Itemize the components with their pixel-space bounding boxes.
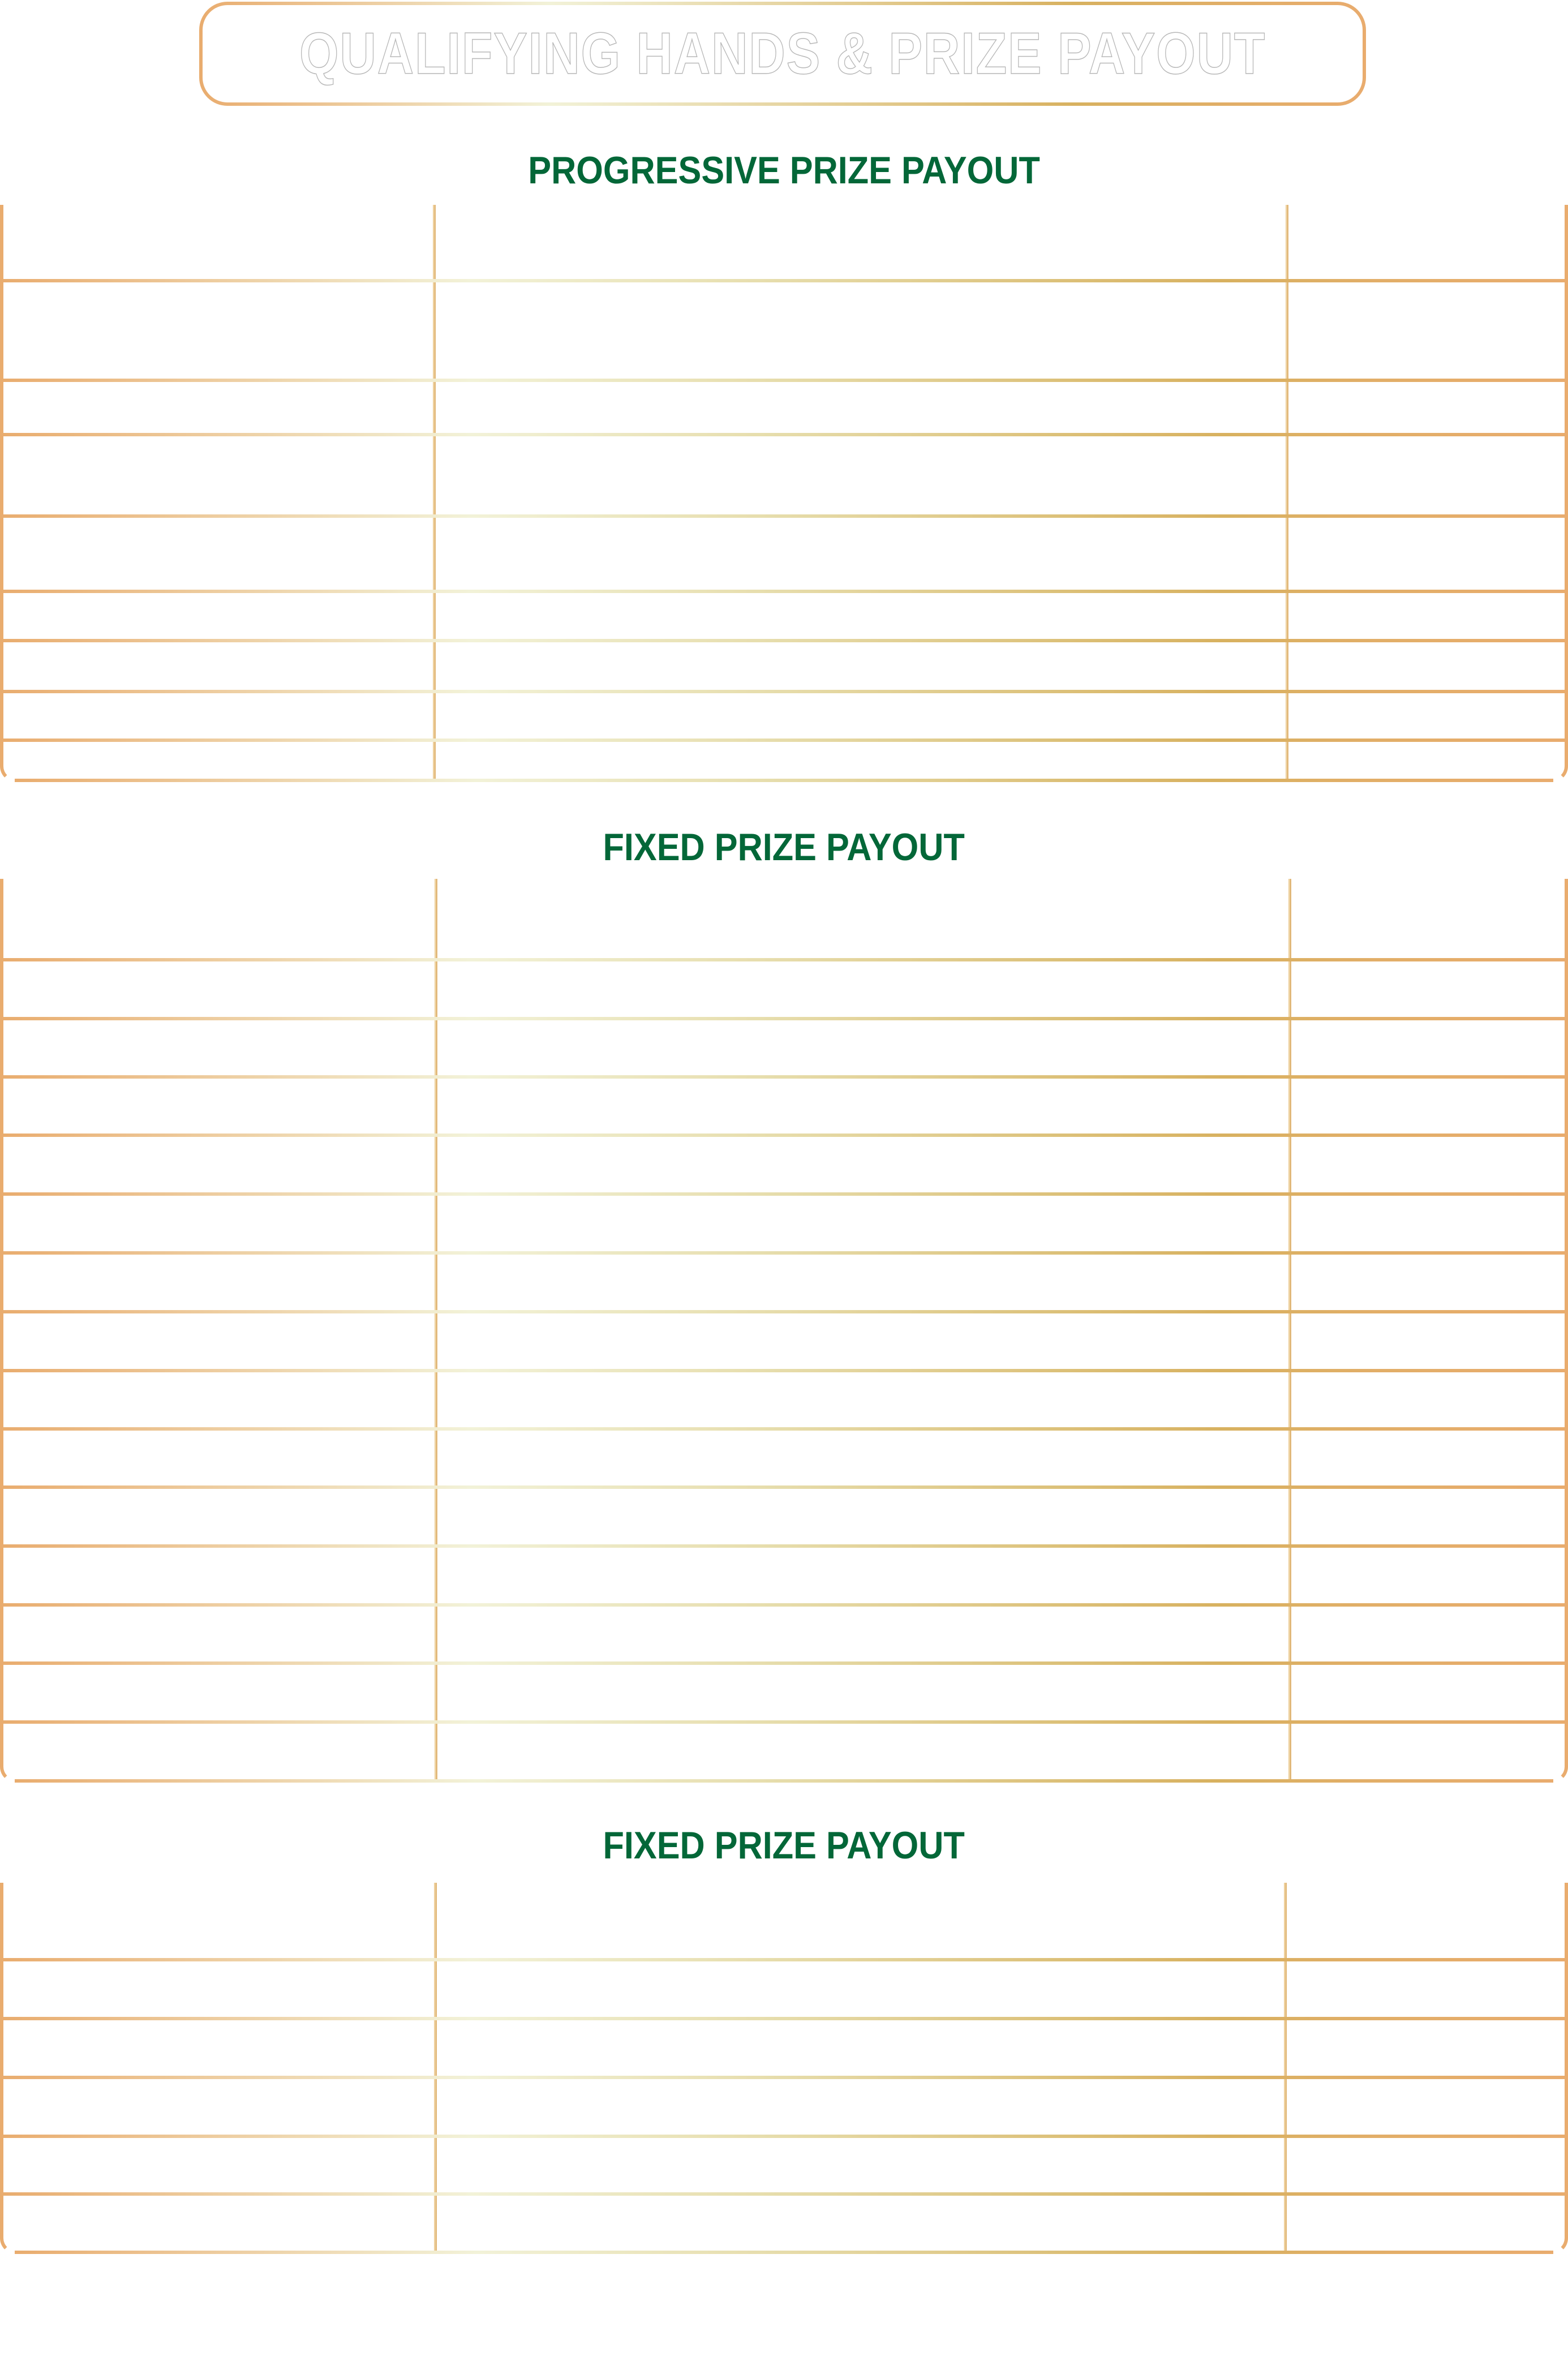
table-cell[interactable] (436, 642, 1285, 690)
table-cell[interactable] (437, 1020, 1288, 1075)
table-cell[interactable] (3, 1431, 434, 1485)
title-banner (199, 2, 1366, 106)
table-cell[interactable] (437, 1313, 1288, 1369)
table-cell[interactable] (1287, 1961, 1561, 2017)
table-cell[interactable] (1288, 518, 1561, 590)
table-cell[interactable] (437, 1961, 1283, 2017)
table-cell[interactable] (3, 1489, 434, 1544)
table-cell[interactable] (1288, 282, 1561, 379)
table-cell[interactable] (3, 2138, 433, 2192)
table-cell[interactable] (3, 642, 432, 690)
table-cell[interactable] (1288, 382, 1561, 433)
table-cell[interactable] (436, 518, 1285, 590)
table-cell[interactable] (1291, 1137, 1561, 1192)
table-cell[interactable] (437, 1724, 1288, 1781)
table-cell[interactable] (1288, 593, 1561, 639)
table-cell[interactable] (436, 382, 1285, 433)
fixed-prize-table-1 (0, 879, 1568, 1783)
table-cell[interactable] (1291, 1313, 1561, 1369)
section-heading-progressive (0, 148, 1568, 192)
table-right-border (1565, 1883, 1568, 2237)
table-cell[interactable] (437, 881, 1288, 958)
table-cell[interactable] (1291, 1372, 1561, 1427)
table-cell[interactable] (3, 1372, 434, 1427)
table-cell[interactable] (3, 2079, 433, 2135)
section-heading-text: FIXED PRIZE PAYOUT (603, 826, 965, 869)
table-cell[interactable] (3, 207, 432, 279)
table-cell[interactable] (1291, 961, 1561, 1017)
section-heading-text: FIXED PRIZE PAYOUT (603, 1824, 965, 1867)
table-cell[interactable] (3, 593, 432, 639)
table-cell[interactable] (437, 1372, 1288, 1427)
table-cell[interactable] (436, 593, 1285, 639)
table-cell[interactable] (3, 382, 432, 433)
table-cell[interactable] (3, 961, 434, 1017)
table-cell[interactable] (3, 1884, 433, 1958)
table-cell[interactable] (437, 1489, 1288, 1544)
table-cell[interactable] (437, 2020, 1283, 2076)
table-right-border (1565, 205, 1568, 765)
table-cell[interactable] (3, 1607, 434, 1661)
table-cell[interactable] (3, 2196, 433, 2252)
table-cell[interactable] (436, 693, 1285, 739)
table-cell[interactable] (437, 1884, 1283, 1958)
table-cell[interactable] (1288, 642, 1561, 690)
table-cell[interactable] (3, 1196, 434, 1251)
table-cell[interactable] (1291, 1020, 1561, 1075)
table-cell[interactable] (437, 1196, 1288, 1251)
table-cell[interactable] (437, 1548, 1288, 1603)
section-heading-fixed-1 (0, 825, 1568, 869)
table-cell[interactable] (3, 436, 432, 514)
table-bottom-border (15, 779, 1553, 782)
table-cell[interactable] (3, 1079, 434, 1134)
table-cell[interactable] (3, 1313, 434, 1369)
table-cell[interactable] (437, 2079, 1283, 2135)
table-cell[interactable] (437, 1665, 1288, 1720)
table-cell[interactable] (3, 881, 434, 958)
table-cell[interactable] (3, 1137, 434, 1192)
table-cell[interactable] (1291, 1079, 1561, 1134)
table-cell[interactable] (437, 2196, 1283, 2252)
table-cell[interactable] (1287, 2079, 1561, 2135)
table-cell[interactable] (3, 282, 432, 379)
section-heading-fixed-2 (0, 1823, 1568, 1867)
table-cell[interactable] (3, 1961, 433, 2017)
title-banner-inner (203, 5, 1363, 102)
table-cell[interactable] (1288, 207, 1561, 279)
table-cell[interactable] (1287, 2020, 1561, 2076)
table-cell[interactable] (1287, 2138, 1561, 2192)
table-cell[interactable] (436, 436, 1285, 514)
table-cell[interactable] (437, 1137, 1288, 1192)
table-cell[interactable] (3, 1724, 434, 1781)
table-cell[interactable] (3, 693, 432, 739)
row-divider (0, 739, 1568, 742)
table-cell[interactable] (3, 1665, 434, 1720)
fixed-prize-table-2 (0, 1883, 1568, 2254)
table-cell[interactable] (3, 1548, 434, 1603)
table-cell[interactable] (3, 1020, 434, 1075)
table-cell[interactable] (1291, 1724, 1561, 1781)
table-cell[interactable] (1291, 1255, 1561, 1310)
table-cell[interactable] (437, 1607, 1288, 1661)
table-cell[interactable] (1291, 1548, 1561, 1603)
table-cell[interactable] (437, 2138, 1283, 2192)
section-heading-text: PROGRESSIVE PRIZE PAYOUT (528, 149, 1040, 192)
table-cell[interactable] (1291, 1196, 1561, 1251)
table-cell[interactable] (437, 1431, 1288, 1485)
table-cell[interactable] (1288, 436, 1561, 514)
table-cell[interactable] (1287, 1884, 1561, 1958)
table-cell[interactable] (3, 2020, 433, 2076)
table-cell[interactable] (1291, 1607, 1561, 1661)
table-cell[interactable] (436, 207, 1285, 279)
table-cell[interactable] (3, 518, 432, 590)
table-cell[interactable] (1291, 1665, 1561, 1720)
table-cell[interactable] (1291, 1489, 1561, 1544)
table-cell[interactable] (1291, 1431, 1561, 1485)
table-cell[interactable] (437, 961, 1288, 1017)
table-cell[interactable] (437, 1079, 1288, 1134)
table-cell[interactable] (1287, 2196, 1561, 2252)
table-cell[interactable] (3, 1255, 434, 1310)
table-cell[interactable] (436, 282, 1285, 379)
table-cell[interactable] (437, 1255, 1288, 1310)
table-cell[interactable] (1288, 693, 1561, 739)
table-right-border (1565, 879, 1568, 1766)
progressive-prize-table (0, 205, 1568, 782)
page-title: QUALIFYING HANDS & PRIZE PAYOUT (299, 20, 1266, 87)
table-cell[interactable] (1291, 881, 1561, 958)
